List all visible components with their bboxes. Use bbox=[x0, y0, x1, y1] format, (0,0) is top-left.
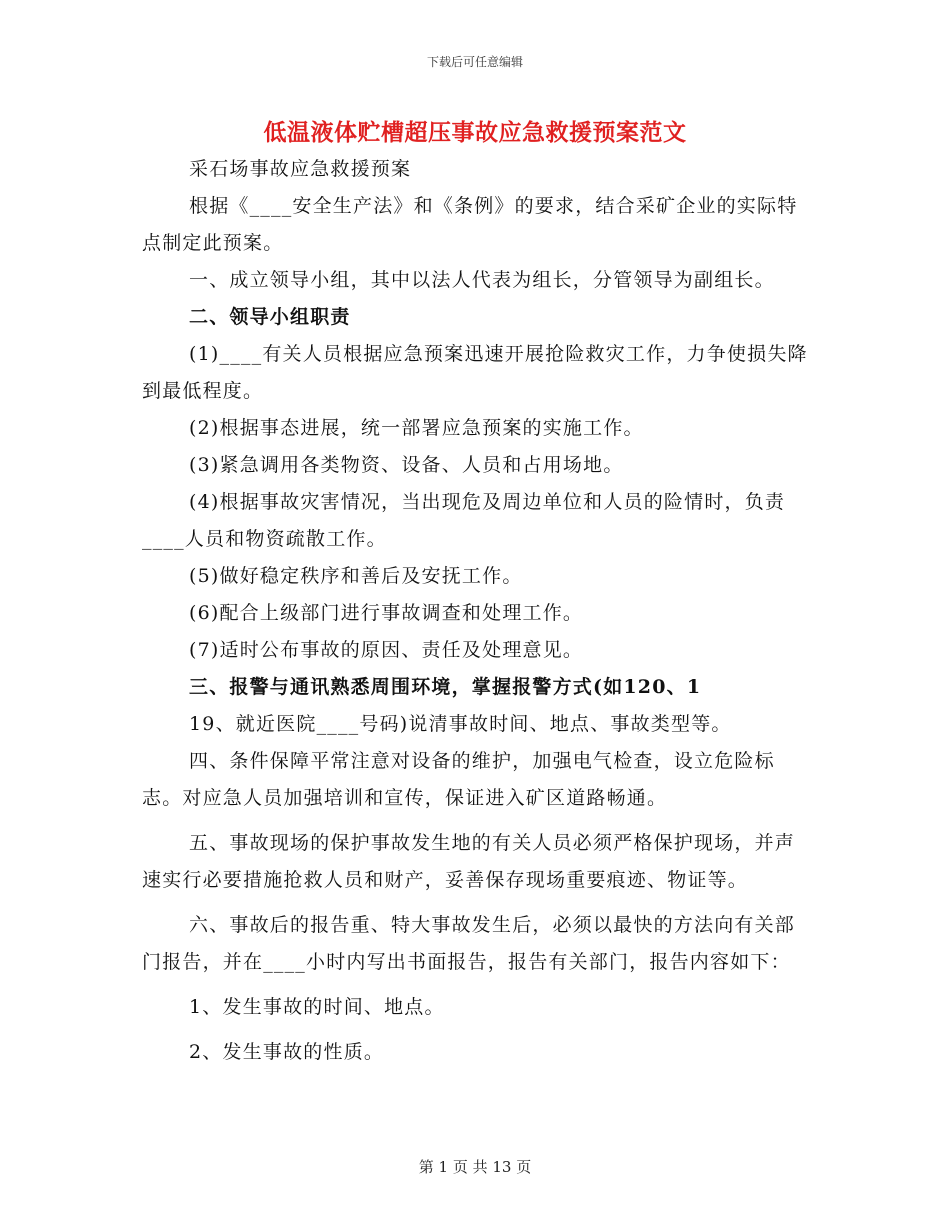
list-item-4: (4)根据事故灾害情况，当出现危及周边单位和人员的险情时，负责____人员和物资疏散工作。 bbox=[142, 491, 786, 550]
list-item-5: (5)做好稳定秩序和善后及安抚工作。 bbox=[189, 565, 523, 587]
paragraph-section-1: 一、成立领导小组，其中以法人代表为组长，分管领导为副组长。 bbox=[189, 269, 775, 291]
paragraph-section-3-cont: 19、就近医院____号码)说清事故时间、地点、事故类型等。 bbox=[189, 713, 732, 735]
list-item-3: (3)紧急调用各类物资、设备、人员和占用场地。 bbox=[189, 454, 624, 476]
section-heading-2: 二、领导小组职责 bbox=[189, 306, 351, 328]
paragraph-subtitle: 采石场事故应急救援预案 bbox=[189, 158, 412, 180]
paragraph-section-5: 五、事故现场的保护事故发生地的有关人员必须严格保护现场，并声速实行必要措施抢救人员和财产，妥善保存现场重要痕迹、物证等。 bbox=[142, 832, 796, 891]
section-heading-3: 三、报警与通讯熟悉周围环境，掌握报警方式(如120、1 bbox=[189, 676, 702, 698]
paragraph-intro: 根据《____安全生产法》和《条例》的要求，结合采矿企业的实际特点制定此预案。 bbox=[142, 195, 798, 254]
list-item-6: (6)配合上级部门进行事故调查和处理工作。 bbox=[189, 602, 584, 624]
list-item-1: (1)____有关人员根据应急预案迅速开展抢险救灾工作，力争使损失降到最低程度。 bbox=[142, 343, 808, 402]
list-item-2: (2)根据事态进展，统一部署应急预案的实施工作。 bbox=[189, 417, 644, 439]
page-footer: 第 1 页 共 13 页 bbox=[418, 1158, 532, 1176]
header-note: 下载后可任意编辑 bbox=[426, 55, 523, 69]
document-body bbox=[142, 151, 814, 1071]
list-item-7: (7)适时公布事故的原因、责任及处理意见。 bbox=[189, 639, 584, 661]
paragraph-section-6: 六、事故后的报告重、特大事故发生后，必须以最快的方法向有关部门报告，并在____小时内写出书面报告，报告有关部门，报告内容如下： bbox=[142, 914, 796, 973]
document-title: 低温液体贮槽超压事故应急救援预案范文 bbox=[263, 119, 687, 146]
report-item-1: 1、发生事故的时间、地点。 bbox=[189, 996, 445, 1018]
paragraph-section-4: 四、条件保障平常注意对设备的维护，加强电气检查，设立危险标志。对应急人员加强培训和宣传，保证进入矿区道路畅通。 bbox=[142, 750, 775, 809]
report-item-2: 2、发生事故的性质。 bbox=[189, 1041, 385, 1063]
